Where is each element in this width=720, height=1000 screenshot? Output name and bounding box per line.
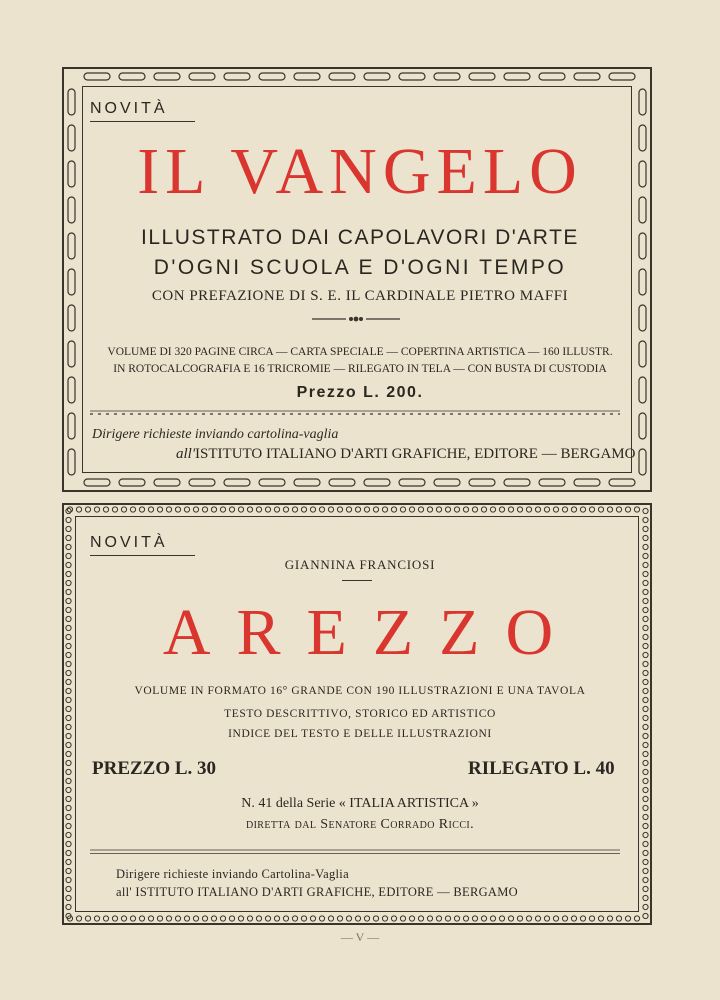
vangelo-divider-ornament xyxy=(310,314,402,324)
arezzo-title: AREZZO xyxy=(162,596,580,669)
arezzo-novita-underline xyxy=(90,555,195,556)
page-number: — V — xyxy=(340,930,380,944)
vangelo-publisher-name: ISTITUTO ITALIANO D'ARTI GRAFICHE, EDITORE — BERGAMO xyxy=(195,446,636,462)
arezzo-price: PREZZO L. 30 xyxy=(92,758,217,779)
arezzo-series-line: N. 41 della Serie « ITALIA ARTISTICA » xyxy=(241,796,479,811)
vangelo-order-instruction: Dirigere richieste inviando cartolina-vaglia xyxy=(92,427,339,442)
vangelo-dashed-rule xyxy=(90,409,620,417)
vangelo-publisher-line xyxy=(176,446,635,463)
vangelo-subtitle-line1: ILLUSTRATO DAI CAPOLAVORI D'ARTE xyxy=(141,226,579,249)
arezzo-bound-price: RILEGATO L. 40 xyxy=(468,758,615,779)
vangelo-details-line1: VOLUME DI 320 PAGINE CIRCA — CARTA SPECIALE — COPERTINA ARTISTICA — 160 ILLUSTR. xyxy=(107,346,613,358)
arezzo-novita-label: NOVITÀ xyxy=(90,534,168,551)
vangelo-title: IL VANGELO xyxy=(137,135,583,208)
vangelo-publisher-prefix: all' xyxy=(176,446,196,462)
vangelo-novita-label: NOVITÀ xyxy=(90,100,168,117)
arezzo-desc-line3: INDICE DEL TESTO E DELLE ILLUSTRAZIONI xyxy=(228,728,492,740)
arezzo-publisher-line: all' ISTITUTO ITALIANO D'ARTI GRAFICHE, EDITORE — BERGAMO xyxy=(116,885,518,899)
arezzo-author: GIANNINA FRANCIOSI xyxy=(284,557,436,572)
vangelo-preface: CON PREFAZIONE DI S. E. IL CARDINALE PIETRO MAFFI xyxy=(151,288,569,304)
arezzo-desc-line2: TESTO DESCRITTIVO, STORICO ED ARTISTICO xyxy=(224,708,496,720)
vangelo-details-line2: IN ROTOCALCOGRAFIA E 16 TRICROMIE — RILEGATO IN TELA — CON BUSTA DI CUSTODIA xyxy=(113,363,607,375)
vangelo-price: Prezzo L. 200. xyxy=(296,384,424,401)
arezzo-director-line: diretta dal Senatore Corrado Ricci. xyxy=(245,817,475,832)
arezzo-author-rule xyxy=(342,580,372,581)
arezzo-double-rule xyxy=(90,848,620,856)
arezzo-order-instruction: Dirigere richieste inviando Cartolina-Vaglia xyxy=(116,867,349,881)
vangelo-subtitle-line2: D'OGNI SCUOLA E D'OGNI TEMPO xyxy=(153,256,567,279)
vangelo-novita-underline xyxy=(90,121,195,122)
arezzo-desc-line1: VOLUME IN FORMATO 16° GRANDE CON 190 ILLUSTRAZIONI E UNA TAVOLA xyxy=(134,685,586,697)
